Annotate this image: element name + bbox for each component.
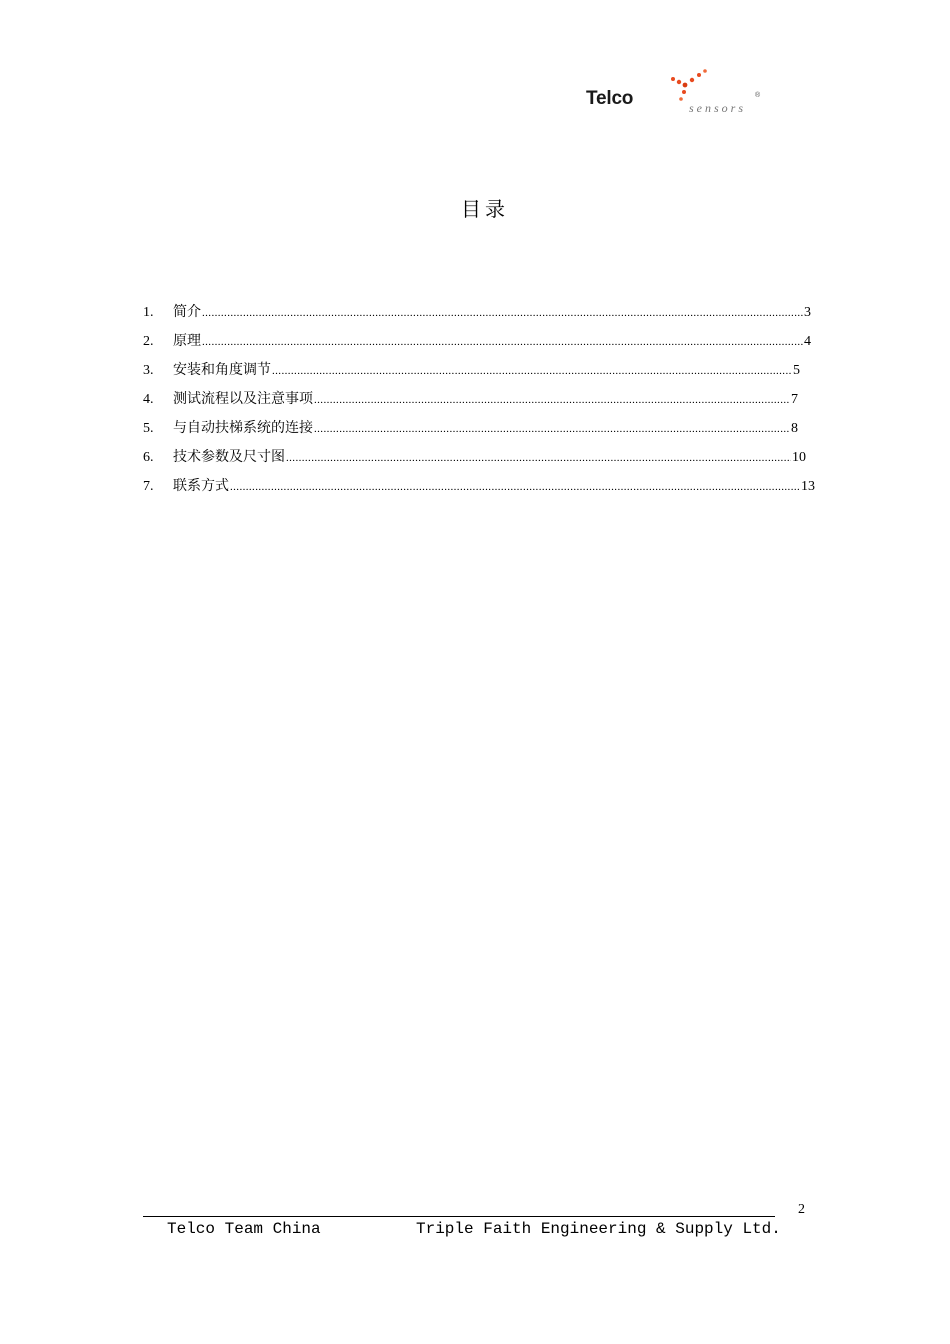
toc-entry-number: 6. [143,450,154,465]
toc-entry-number: 1. [143,305,154,320]
toc-entry-page: 4 [804,334,811,349]
toc-entry-page: 13 [801,479,815,494]
toc-entry-number: 2. [143,334,154,349]
toc-entry[interactable] [143,302,811,331]
toc-dot-leader [230,476,800,505]
toc-entry-title: 技术参数及尺寸图 [173,450,285,465]
telco-sensors-logo [586,68,766,120]
footer-company-right: Triple Faith Engineering & Supply Ltd. [416,1220,781,1238]
toc-entry-title: 安装和角度调节 [173,363,271,378]
toc-entry-title: 测试流程以及注意事项 [173,392,313,407]
toc-entry-page: 3 [804,305,811,320]
toc-entry-page: 7 [791,392,798,407]
toc-entry-number: 7. [143,479,154,494]
toc-entry[interactable] [143,447,806,476]
toc-entry[interactable] [143,331,811,360]
toc-dot-leader [202,331,803,360]
toc-dot-leader [202,302,803,331]
toc-entry[interactable] [143,360,800,389]
toc-entry-number: 4. [143,392,154,407]
toc-entry-number: 5. [143,421,154,436]
toc-entry-title: 简介 [173,305,201,320]
toc-dot-leader [314,418,790,447]
page-number: 2 [798,1202,805,1217]
footer-divider [143,1216,775,1217]
toc-entry[interactable] [143,418,798,447]
table-of-contents [143,302,815,505]
toc-entry[interactable] [143,476,815,505]
toc-dot-leader [272,360,792,389]
toc-entry-title: 联系方式 [173,479,229,494]
toc-dot-leader [286,447,791,476]
toc-entry-title: 原理 [173,334,201,349]
toc-entry[interactable] [143,389,798,418]
toc-entry-title: 与自动扶梯系统的连接 [173,421,313,436]
toc-entry-page: 5 [793,363,800,378]
registered-mark: ® [755,92,761,99]
toc-dot-leader [314,389,790,418]
logo-tagline: sensors [689,101,747,115]
footer-company-left: Telco Team China [167,1220,321,1238]
toc-entry-page: 8 [791,421,798,436]
toc-entry-page: 10 [792,450,806,465]
toc-entry-number: 3. [143,363,154,378]
toc-title: 目录 [461,199,509,221]
logo-wordmark: Telco [586,88,634,109]
